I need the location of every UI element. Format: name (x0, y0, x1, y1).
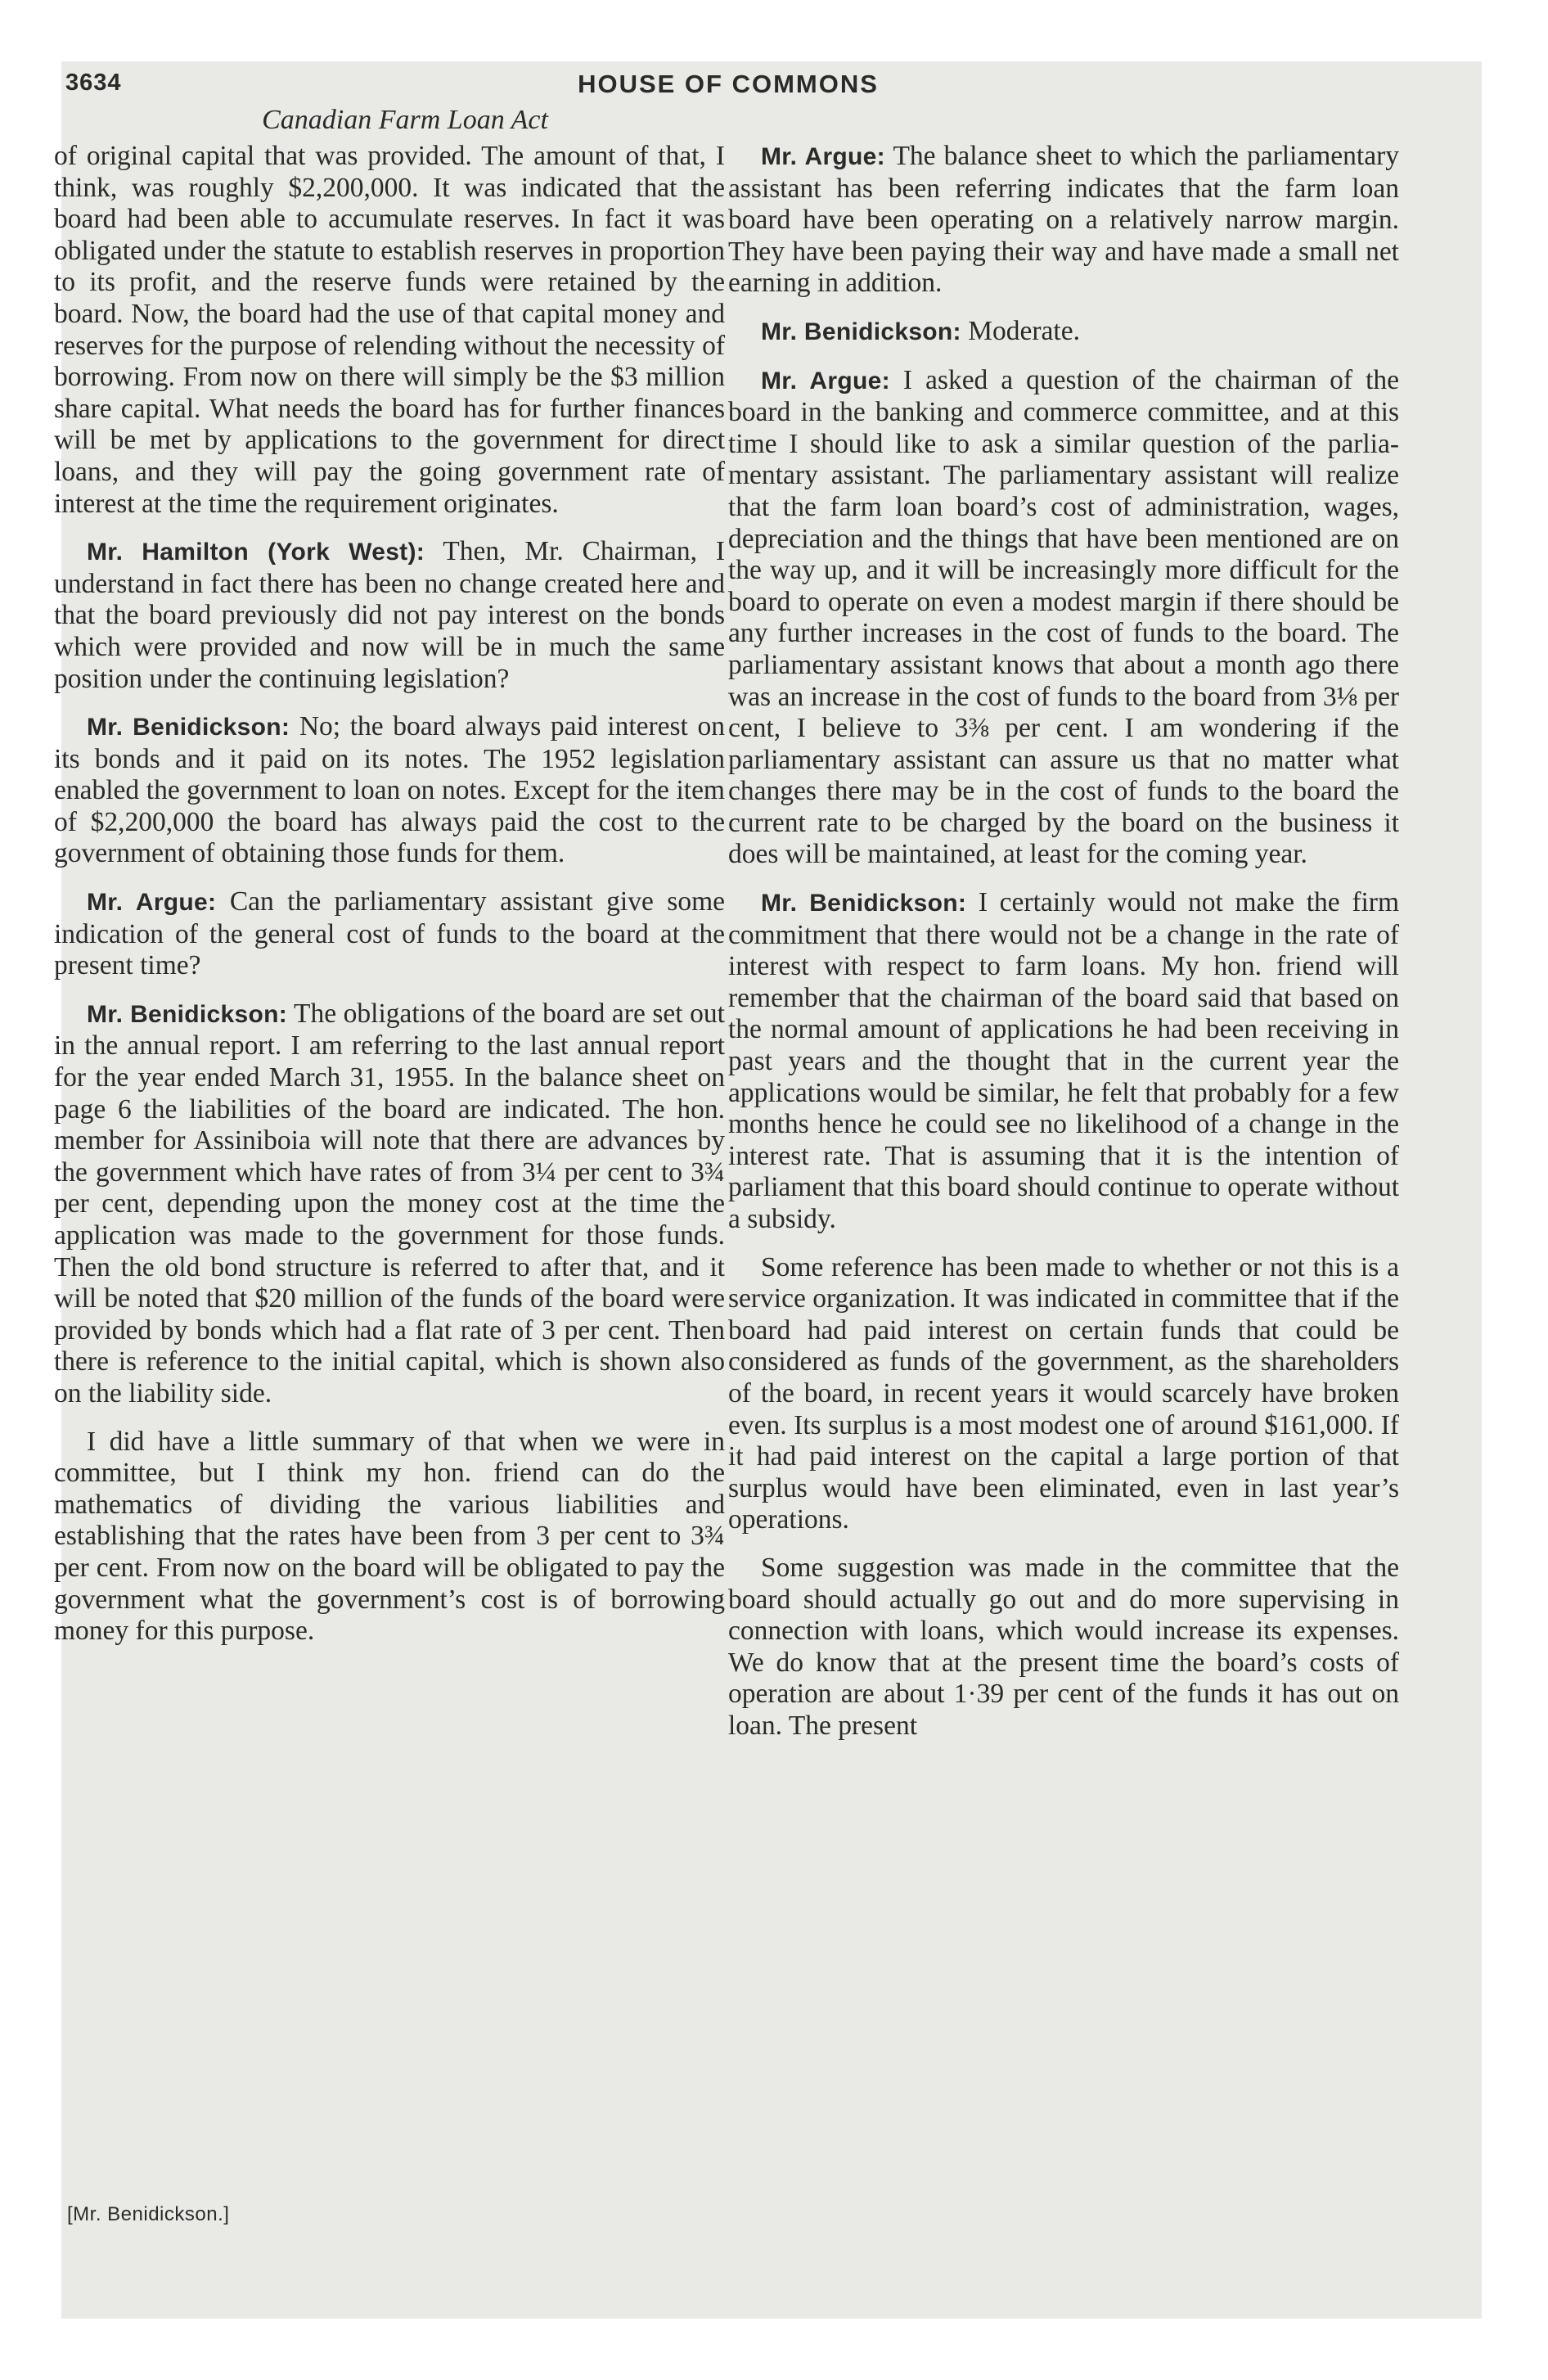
left-column (54, 141, 725, 1664)
paragraph-text: Some reference has been made to whether or not this is a service organization. It was indicated in committee that if the board had paid interest on certain funds that could be considered as funds of the government, as the shareholders of the board, in recent years it would scarcely have broken even. Its surplus is a most modest one of around $161,000. If it had paid interest on the capital a large portion of that surplus would have been eliminated, even in last year’s operations. (728, 1251, 1399, 1535)
paragraph-text: I did have a little summary of that when we were in committee, but I think my hon. friend can do the mathematics of dividing the various liabilities and establishing that the rates have been from 3 per cent to 3¾ per cent. From now on the board will be obligated to pay the government what the government’s cost is of borrowing money for this purpose. (54, 1426, 725, 1647)
speaker-name: Mr. Hamilton (York West): (87, 539, 425, 566)
running-title: HOUSE OF COMMONS (578, 70, 879, 98)
footer-speaker-note: [Mr. Benidickson.] (67, 2203, 230, 2225)
paragraph-text: of original capital that was provided. The amount of that, I think, was roughly $2,200,000. It was indicated that the board had been able to accumulate reserves. In fact it was obligated under the statute to establish reserves in proportion to its profit, and the reserve funds were retained by the board. Now, the board had the use of that capital money and reserves for the purpose of relending without the necessity of borrowing. From now on there will simply be the $3 million share capital. What needs the board has for further finances will be met by applications to the government for direct loans, and they will pay the going government rate of interest at the time the requirement originates. (54, 141, 725, 519)
speaker-name: Mr. Benidickson: (87, 1000, 288, 1028)
paragraph-text: I asked a question of the chairman of the board in the banking and commerce committee, and at this time I should like to ask a similar question of the parliamentary assistant. The parliamentary assistant will realize that the farm loan board’s cost of administration, wages, depreciation and the things that have been mentioned are on the way up, and it will be increasingly more difficult for the board to operate on even a modest margin if there should be any further increases in the cost of funds to the board. The parliamentary assistant knows that about a month ago there was an increase in the cost of funds to the board from 3⅛ per cent, I believe to 3⅜ per cent. I am wondering if the parliamentary assistant can assure us that no matter what changes there may be in the cost of funds to the board the current rate to be charged by the board on the business it does will be maintained, at least for the coming year. (728, 364, 1399, 870)
page-number: 3634 (65, 70, 122, 96)
paragraph-text: Moderate. (968, 315, 1080, 346)
paragraph (54, 886, 725, 982)
speaker-name: Mr. Benidickson: (87, 714, 290, 741)
right-column (728, 141, 1399, 1759)
section-subtitle: Canadian Farm Loan Act (262, 105, 548, 135)
paragraph (728, 141, 1399, 300)
paragraph-text: Some suggestion was made in the committee that the board should actually go out and do more supervising in connection with loans, which would increase its expenses. We do know that at the present time the board’s costs of operation are about 1·39 per cent of the funds it has out on loan. The present (728, 1552, 1399, 1741)
speaker-name: Mr. Benidickson: (761, 318, 961, 345)
speaker-name: Mr. Benidickson: (761, 890, 967, 917)
paragraph (728, 887, 1399, 1236)
paragraph (54, 711, 725, 870)
paragraph (728, 1252, 1399, 1536)
paragraph (728, 365, 1399, 872)
paragraph-text: Then, Mr. Chairman, I understand in fact there has been no change created here and that the board previously did not pay interest on the bonds which were provided and now will be in much the same position under the continuing legislation? (54, 536, 725, 694)
paragraph-text: Can the parliamentary assistant give some indication of the general cost of funds to the board at the present time? (54, 886, 726, 981)
paragraph-text: The balance sheet to which the parliamentary assistant has been referring indicates that the farm loan board have been operating on a relatively narrow margin. They have been paying their way and have made a small net earning in addition. (728, 141, 1399, 299)
paragraph-text: No; the board always paid interest on its bonds and it paid on its notes. The 1952 legislation enabled the government to loan on notes. Except for the item of $2,200,000 the board has always paid the cost to the government of obtaining those funds for them. (54, 711, 726, 869)
paragraph-text: I certainly would not make the firm commitment that there would not be a change in the rate of interest with respect to farm loans. My hon. friend will remember that the chairman of the board said that based on the normal amount of applications he had been receiving in past years and the thought that in the current year the applications would be similar, he felt that probably for a few months hence he could see no likelihood of a change in the interest rate. That is assuming that it is the intention of parliament that this board should continue to operate without a subsidy. (728, 887, 1400, 1234)
paragraph-text: The obligations of the board are set out in the annual report. I am referring to the last annual report for the year ended March 31, 1955. In the balance sheet on page 6 the liabilities of the board are indicated. The hon. member for Assiniboia will note that there are advances by the government which have rates of from 3¼ per cent to 3¾ per cent, depending upon the money cost at the time the application was made to the government for those funds. Then the old bond structure is referred to after that, and it will be noted that $20 million of the funds of the board were provided by bonds which had a flat rate of 3 per cent. Then there is reference to the initial capital, which is shown also on the liability side. (54, 998, 725, 1409)
speaker-name: Mr. Argue: (761, 143, 885, 170)
paragraph (54, 998, 725, 1410)
speaker-name: Mr. Argue: (87, 889, 217, 917)
paragraph (54, 1427, 725, 1648)
paragraph (54, 141, 725, 520)
speaker-name: Mr. Argue: (761, 367, 890, 394)
paragraph (728, 1553, 1399, 1742)
paragraph (728, 316, 1399, 349)
paragraph (54, 536, 725, 695)
